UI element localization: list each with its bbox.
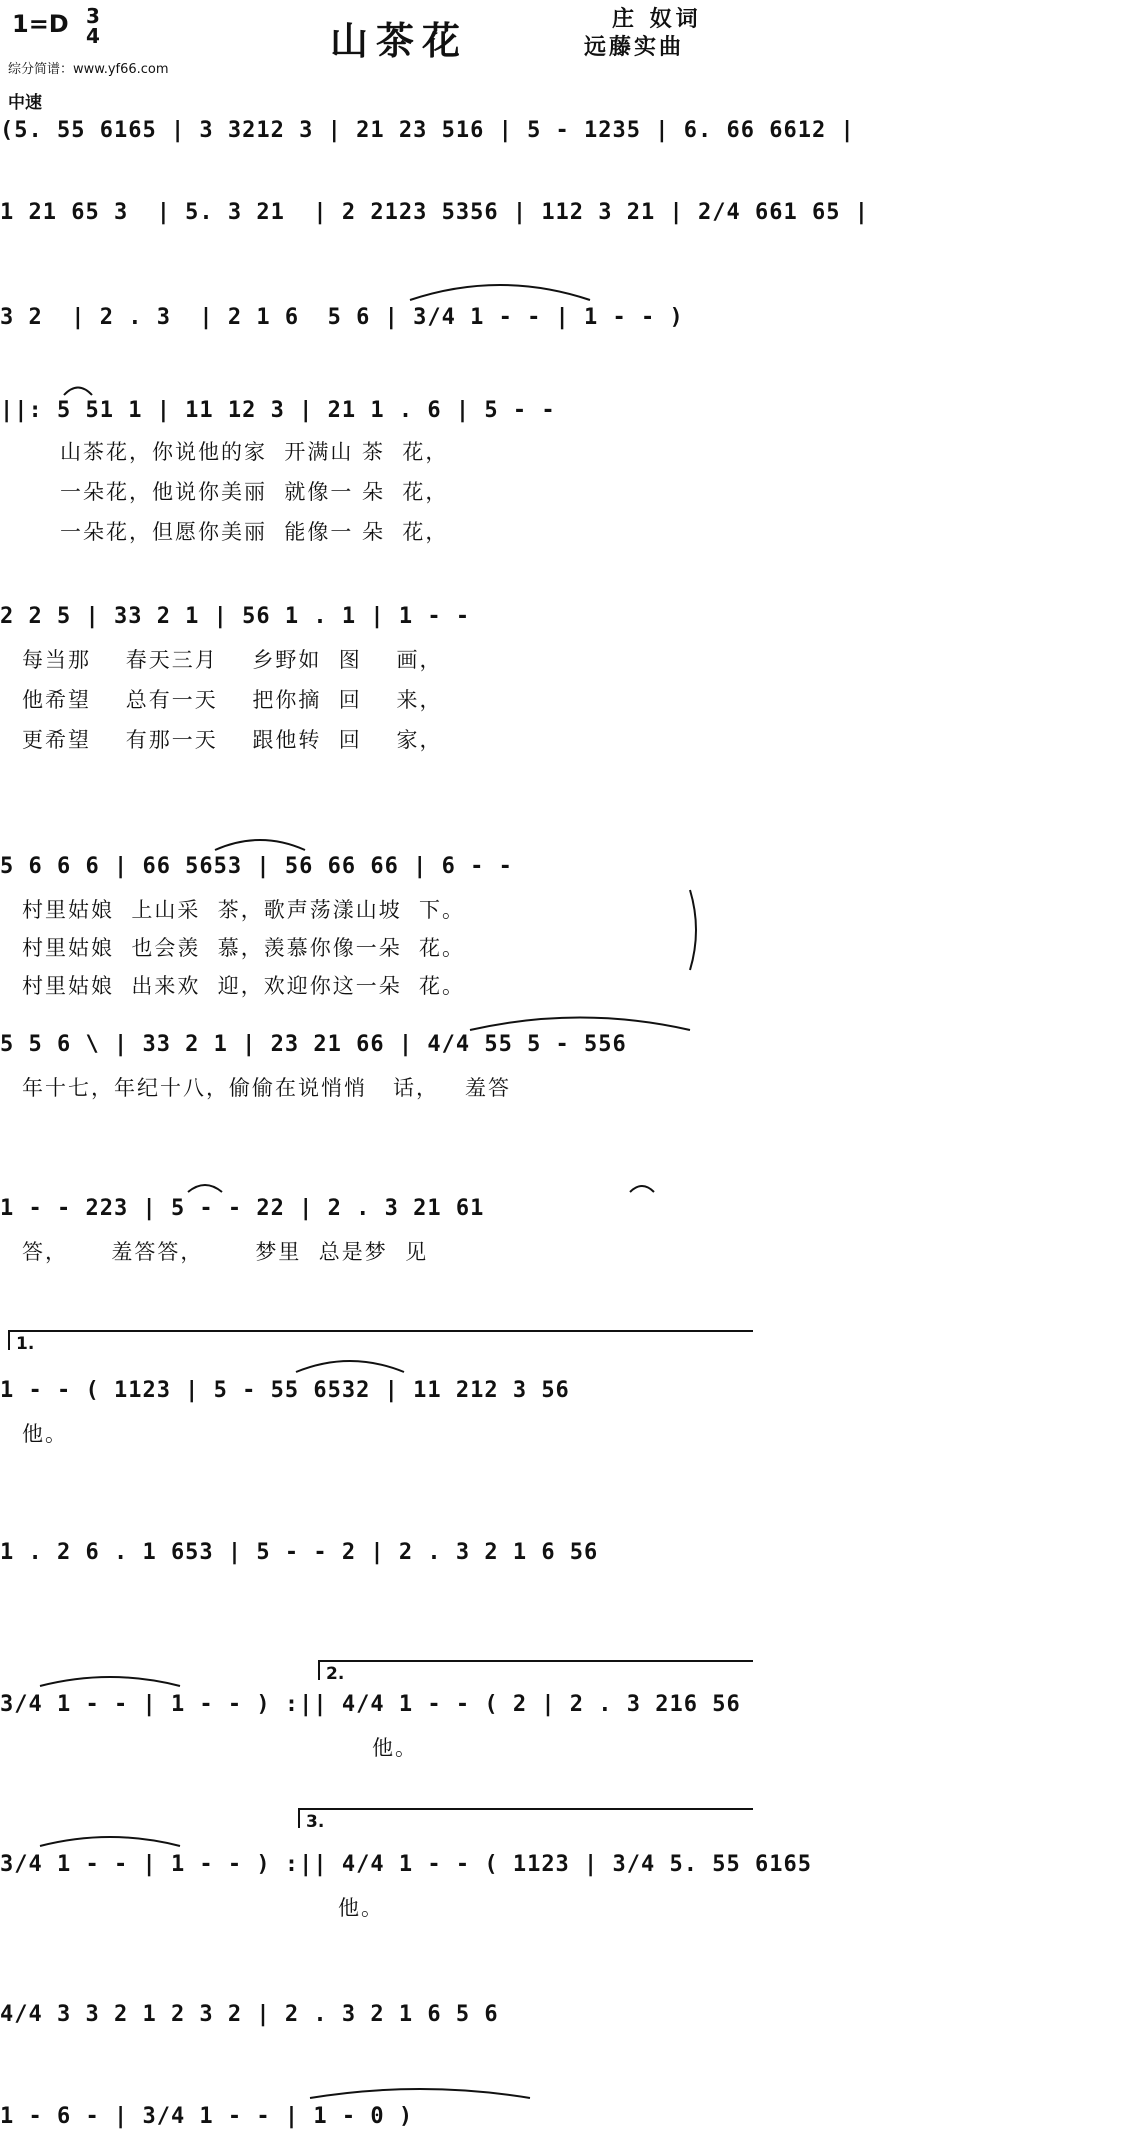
lyric-line-5-verse-1: 每当那 春天三月 乡野如 图 画， — [22, 648, 443, 672]
notation-line-2: 1 21 65 3 | 5. 3 21 | 2 2123 5356 | 112 3 21 | 2/4 661 65 | — [0, 200, 869, 225]
slur-line-14 — [310, 2089, 530, 2098]
notation-line-1: (5. 55 6165 | 3 3212 3 | 21 23 516 | 5 - 1235 | 6. 66 6612 | — [0, 118, 855, 143]
notation-line-6: 5 6 6 6 | 66 5653 | 56 66 66 | 6 - - — [0, 854, 513, 879]
notation-line-7: 5 5 6 \ | 33 2 1 | 23 21 66 | 4/4 55 5 - 556 — [0, 1032, 627, 1057]
slur-line-3 — [410, 285, 590, 300]
lyric-line-12: 他。 — [338, 1896, 384, 1920]
slur-line-8-a — [188, 1185, 222, 1192]
lyric-line-7: 年十七，年纪十八，偷偷在说悄悄 话， 羞答 — [22, 1076, 512, 1100]
notation-line-13: 4/4 3 3 2 1 2 3 2 | 2 . 3 2 1 6 5 6 — [0, 2002, 499, 2027]
notation-line-12: 3/4 1 - - | 1 - - ) :|| 4/4 1 - - ( 1123 | 3/4 5. 55 6165 — [0, 1852, 812, 1877]
notation-line-5: 2 2 5 | 33 2 1 | 56 1 . 1 | 1 - - — [0, 604, 471, 629]
slur-line-4 — [64, 388, 92, 396]
volta-3-label: 3. — [306, 1812, 325, 1832]
time-signature-top: 3 — [86, 4, 100, 28]
lyric-line-11: 他。 — [372, 1736, 418, 1760]
slur-line-11 — [40, 1677, 180, 1686]
volta-2-label: 2. — [326, 1664, 345, 1684]
lyric-line-6-verse-2: 村里姑娘 也会羡 慕，羡慕你像一朵 花。 — [22, 936, 466, 960]
lyric-line-9: 他。 — [22, 1422, 68, 1446]
notation-line-3: 3 2 | 2 . 3 | 2 1 6 5 6 | 3/4 1 - - | 1 - - ) — [0, 305, 684, 330]
notation-line-14: 1 - 6 - | 3/4 1 - - | 1 - 0 ) — [0, 2104, 414, 2129]
slur-line-7 — [470, 1018, 690, 1031]
lyricist: 庄 奴词 — [612, 7, 702, 32]
key-signature: 1=D — [12, 10, 69, 38]
tempo-marking: 中速 — [8, 93, 42, 113]
notation-line-9: 1 - - ( 1123 | 5 - 55 6532 | 11 212 3 56 — [0, 1378, 570, 1403]
song-title: 山茶花 — [330, 18, 469, 63]
lyric-line-6-verse-1: 村里姑娘 上山采 茶，歌声荡漾山坡 下。 — [22, 898, 466, 922]
notation-line-4: ||: 5 51 1 | 11 12 3 | 21 1 . 6 | 5 - - — [0, 398, 556, 423]
lyric-line-4-verse-1: 山茶花，你说他的家 开满山 茶 花， — [60, 440, 449, 464]
verse-brace — [690, 890, 696, 970]
lyric-line-4-verse-3: 一朵花，但愿你美丽 能像一 朵 花， — [60, 520, 449, 544]
notation-line-11: 3/4 1 - - | 1 - - ) :|| 4/4 1 - - ( 2 | 2 . 3 216 56 — [0, 1692, 741, 1717]
slur-line-9 — [296, 1361, 404, 1372]
notation-line-10: 1 . 2 6 . 1 653 | 5 - - 2 | 2 . 3 2 1 6 56 — [0, 1540, 599, 1565]
lyric-line-8: 答， 羞答答， 梦里 总是梦 见 — [22, 1240, 429, 1264]
slur-line-6 — [215, 840, 305, 850]
composer: 远藤实曲 — [584, 35, 685, 60]
lyric-line-4-verse-2: 一朵花，他说你美丽 就像一 朵 花， — [60, 480, 449, 504]
volta-1-label: 1. — [16, 1334, 35, 1354]
time-signature-bottom: 4 — [86, 24, 100, 48]
lyric-line-6-verse-3: 村里姑娘 出来欢 迎，欢迎你这一朵 花。 — [22, 974, 466, 998]
notation-line-8: 1 - - 223 | 5 - - 22 | 2 . 3 21 61 — [0, 1196, 485, 1221]
slur-line-12 — [40, 1837, 180, 1846]
lyric-line-5-verse-2: 他希望 总有一天 把你摘 回 来， — [22, 688, 443, 712]
slur-line-8-b — [630, 1186, 654, 1192]
source-watermark: 综分简谱：www.yf66.com — [8, 62, 169, 77]
lyric-line-5-verse-3: 更希望 有那一天 跟他转 回 家， — [22, 728, 443, 752]
